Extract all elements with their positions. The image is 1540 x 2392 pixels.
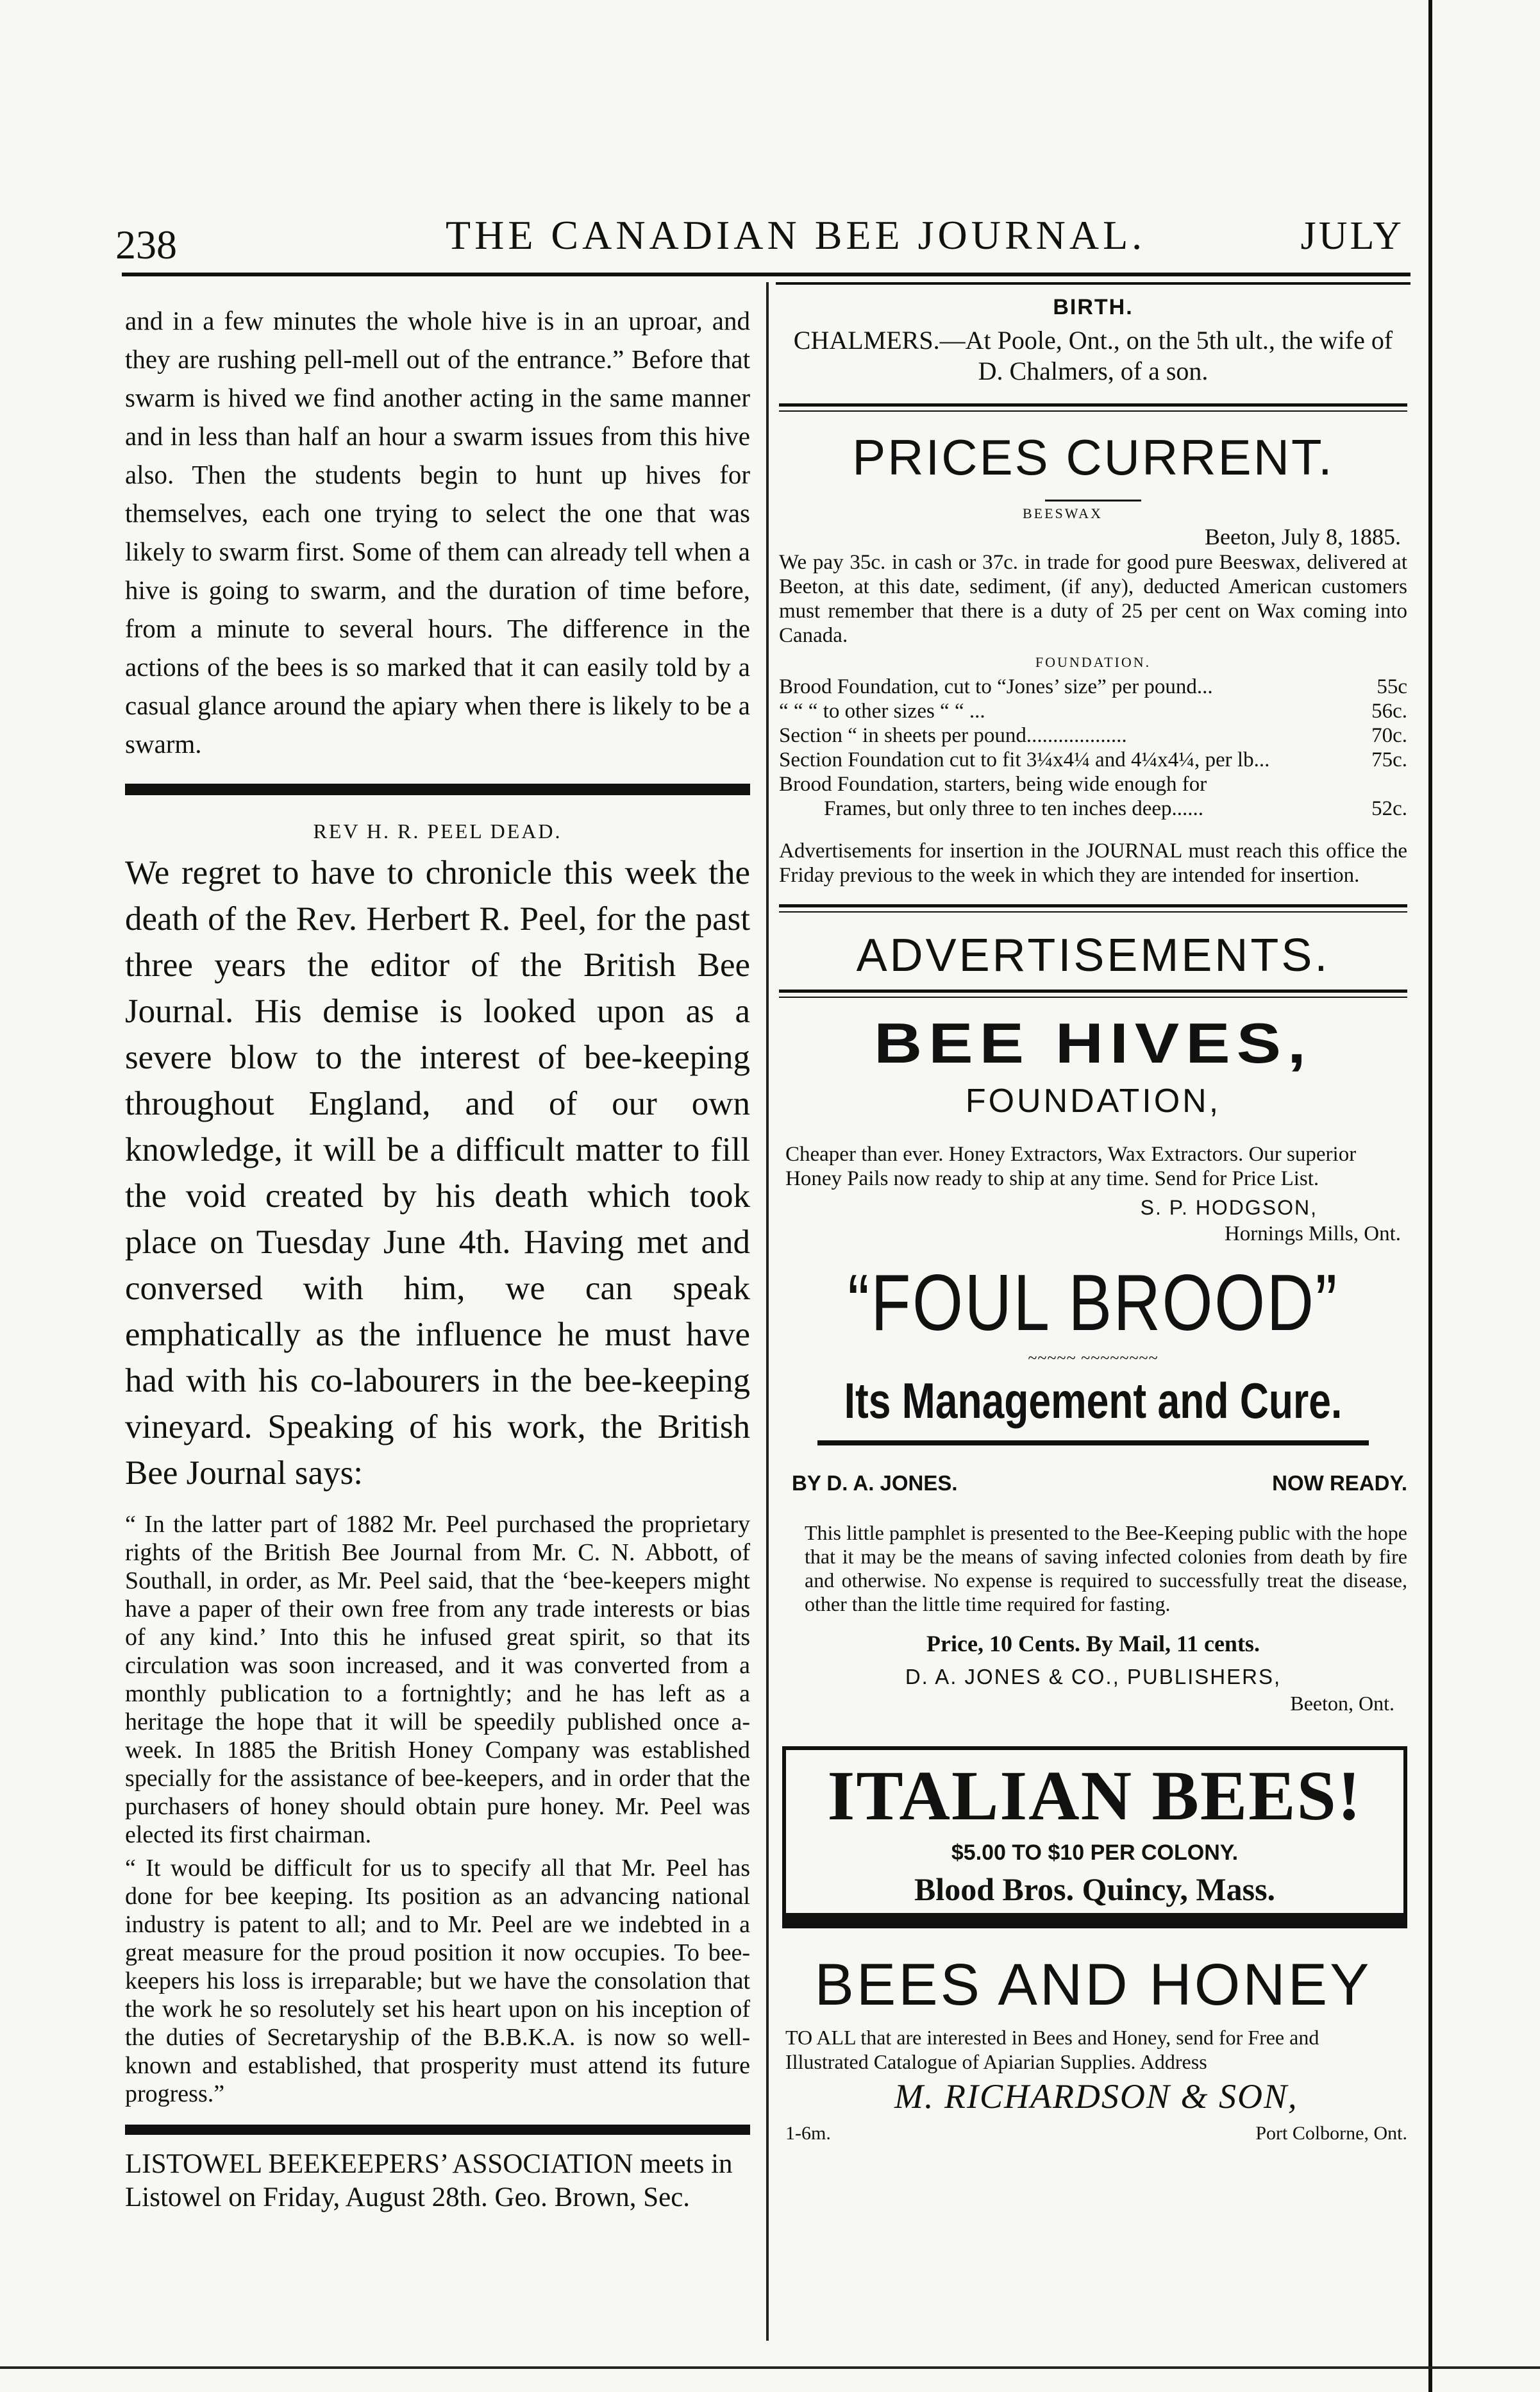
quote-paragraph-1: “ In the latter part of 1882 Mr. Peel purchased the proprietary rights of the British Bee Journal from Mr. C. N. Abbott, of Southall, in order, as Mr. Peel said, that the ‘bee-keepers might have a paper of their own free from any trade interests or bias of any kind.’ Into this he infused great spirit, so that its circulation was soon increased, and it was converted from a monthly publication to a fortnightly; and he has left as a heritage the hope that it will be speedily published once a-week. In 1885 the British Honey Company was established specially for the assistance of bee-keepers, and in order that the purchasers of honey should obtain pure honey. Mr. Peel was elected its first chairman. <box>125 1511 750 1848</box>
quote-paragraph-2: “ It would be difficult for us to specify all that Mr. Peel has done for bee keeping. Its position as an advancing national industry is patent to all; and to Mr. Peel are we indebted in a great measure for the proud position it now occupies. To bee-keepers his loss is irreparable; but we have the consolation that the work he so resolutely set his heart upon on his inception of the duties of Secretaryship of the B.B.K.A. is now so well-known and established, that prosperity must attend its future progress.” <box>125 1855 750 2107</box>
page-edge <box>1428 0 1432 2392</box>
short-rule <box>1045 500 1141 501</box>
page-header <box>115 208 1404 266</box>
beeswax-row <box>779 505 1407 550</box>
publisher-name: D. A. JONES & CO., PUBLISHERS, <box>905 1665 1282 1689</box>
italian-bees-address: Blood Bros. Quincy, Mass. <box>914 1871 1276 1907</box>
prices-current-heading: PRICES CURRENT. <box>852 429 1334 485</box>
hodgson-place: Hornings Mills, Ont. <box>1224 1222 1401 1245</box>
issue-month: JULY <box>1300 214 1404 258</box>
foundation-price-row <box>779 796 1407 821</box>
foundation-label: FOUNDATION. <box>1035 654 1151 670</box>
obituary-heading: REV H. R. PEEL DEAD. <box>313 820 562 843</box>
foundation-price-row <box>779 772 1407 796</box>
insertion-code: 1-6m. <box>785 2123 831 2144</box>
foundation-item: Section Foundation cut to fit 3¼x4¼ and 4¼x4¼, per lb... <box>779 748 1270 771</box>
publisher-place: Beeton, Ont. <box>1290 1692 1394 1715</box>
foundation-price: 75c. <box>1371 748 1407 771</box>
swarm-paragraph: and in a few minutes the whole hive is in an uproar, and they are rushing pell-mell out of the entrance.” Before that swarm is hived we find another acting in the same manner and in less than half an hour a swarm issues from this hive also. Then the students begin to hunt up hives for themselves, each one trying to select the one that was likely to swarm first. Some of them can already tell when a hive is going to swarm, and the duration of time before, from a minute to several hours. The difference in the actions of the bees is so marked that it can easily told by a casual glance around the apiary when there is likely to be a swarm. <box>125 306 750 759</box>
beeswax-text: We pay 35c. in cash or 37c. in trade for good pure Beeswax, delivered at Beeton, at this date, sediment, (if any), deducted American customers must remember that there is a duty of 25 per cent on Wax coming into Canada. <box>779 551 1407 647</box>
foundation-price-list <box>779 675 1407 821</box>
beeswax-date: Beeton, July 8, 1885. <box>1205 524 1401 550</box>
foundation-item: “ “ “ to other sizes “ “ ... <box>779 700 985 723</box>
page-number: 238 <box>115 222 177 267</box>
foundation-price-row <box>779 699 1407 723</box>
header-rule-secondary <box>776 282 1410 285</box>
foul-brood-byline <box>792 1471 1407 1495</box>
section-divider-2 <box>125 2125 750 2135</box>
double-rule <box>779 403 1407 412</box>
foundation-price-row <box>779 748 1407 772</box>
foul-brood-headline: “FOUL BROOD” <box>848 1259 1339 1347</box>
birth-heading: BIRTH. <box>1053 295 1134 319</box>
foundation-item: Section “ in sheets per pound................... <box>779 724 1127 747</box>
richardson-footer <box>785 2123 1407 2144</box>
richardson-name: M. RICHARDSON & SON, <box>894 2077 1298 2116</box>
italian-bees-price: $5.00 TO $10 PER COLONY. <box>951 1840 1239 1865</box>
bee-hives-headline: BEE HIVES, <box>874 1011 1312 1075</box>
double-rule-2 <box>779 904 1407 913</box>
journal-title: THE CANADIAN BEE JOURNAL. <box>446 212 1146 258</box>
italian-bees-headline: ITALIAN BEES! <box>827 1756 1362 1835</box>
foundation-item: Brood Foundation, cut to “Jones’ size” per pound... <box>779 675 1213 698</box>
richardson-place: Port Colborne, Ont. <box>1255 2123 1407 2144</box>
column-divider <box>766 282 769 2341</box>
hodgson-name: S. P. HODGSON, <box>1140 1196 1318 1219</box>
foundation-price: 56c. <box>1371 700 1407 723</box>
foundation-price-row <box>779 723 1407 748</box>
pamphlet-text: This little pamphlet is presented to the Bee-Keeping public with the hope that it may be the means of saving infected colonies from death by fire and otherwise. No expense is required to successfully treat the disease, other than the little time required for fasting. <box>805 1521 1407 1615</box>
hodgson-ad-body: Cheaper than ever. Honey Extractors, Wax Extractors. Our superior Honey Pails now ready to ship at any time. Send for Price List. <box>785 1143 1357 1190</box>
obituary-paragraph: We regret to have to chronicle this week the death of the Rev. Herbert R. Peel, for the past three years the editor of the British Bee Journal. His demise is looked upon as a severe blow to the interest of bee-keeping throughout England, and of our own knowledge, it will be a difficult matter to fill the void created by his death which took place on Tuesday June 4th. Having met and conversed with him, we can speak emphatically as the influence he must have had with his co-labourers in the bee-keeping vineyard. Speaking of his work, the British Bee Journal says: <box>125 854 750 1492</box>
section-divider <box>125 784 750 795</box>
ornament-squiggle: ~~~~~ ~~~~~~~~ <box>1028 1349 1159 1367</box>
left-column <box>125 301 750 2214</box>
now-ready-label: NOW READY. <box>1272 1471 1407 1495</box>
bottom-rule <box>0 2366 1540 2369</box>
association-notice: LISTOWEL BEEKEEPERS’ ASSOCIATION meets in Listowel on Friday, August 28th. Geo. Brown, Sec. <box>125 2149 733 2212</box>
short-divider <box>817 1440 1369 1445</box>
foundation-price-row <box>779 675 1407 699</box>
foundation-price: 52c. <box>1371 797 1407 820</box>
bees-and-honey-headline: BEES AND HONEY <box>814 1952 1372 2017</box>
italian-bees-ad <box>782 1746 1407 1928</box>
header-rule <box>122 273 1410 276</box>
beeswax-label: BEESWAX <box>1023 505 1103 521</box>
foundation-item: Brood Foundation, starters, being wide enough for <box>779 773 1207 796</box>
foundation-price: 55c <box>1377 675 1407 698</box>
italian-bees-bar <box>786 1913 1403 1925</box>
foundation-subhead: FOUNDATION, <box>965 1082 1221 1120</box>
foundation-price: 70c. <box>1371 724 1407 747</box>
advertisements-heading: ADVERTISEMENTS. <box>856 930 1330 981</box>
richardson-ad-body: TO ALL that are interested in Bees and Honey, send for Free and Illustrated Catalogue of Apiarian Supplies. Address <box>785 2026 1319 2073</box>
foundation-item: Frames, but only three to ten inches deep...... <box>824 797 1204 820</box>
ad-deadline-text: Advertisements for insertion in the JOURNAL must reach this office the Friday previous to the week in which they are intended for insertion. <box>779 839 1407 887</box>
double-rule-3 <box>779 990 1407 998</box>
pamphlet-price: Price, 10 Cents. By Mail, 11 cents. <box>926 1631 1260 1656</box>
author-name: BY D. A. JONES. <box>792 1471 958 1495</box>
birth-notice: CHALMERS.—At Poole, Ont., on the 5th ult., the wife of D. Chalmers, of a son. <box>793 326 1393 385</box>
foul-brood-subhead: Its Management and Cure. <box>844 1372 1343 1429</box>
right-column <box>779 295 1407 2144</box>
